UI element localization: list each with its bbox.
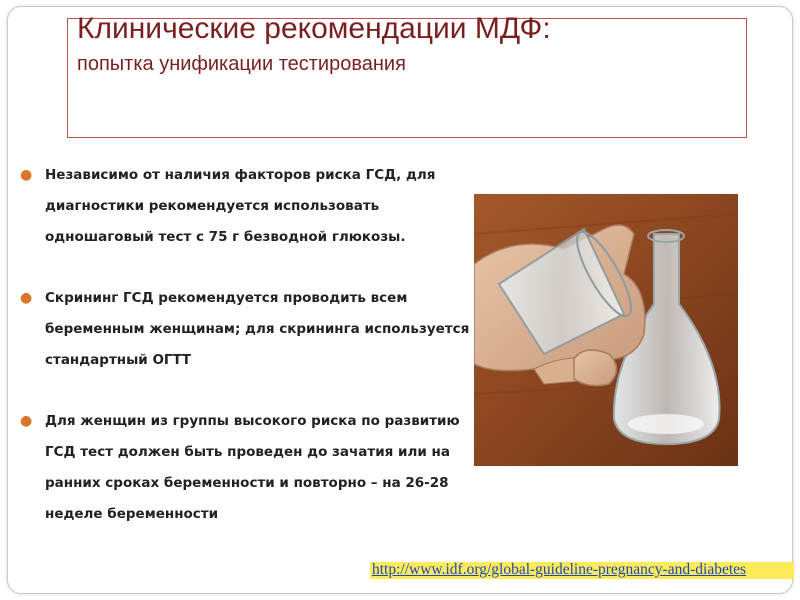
bullet-text-3: Для женщин из группы высокого риска по развитию ГСД тест должен быть проведен до зачатия или на ранних сроках беременности и повторно – на 26-28 неделе беременности bbox=[45, 413, 460, 522]
bullet-item-1 bbox=[20, 160, 470, 253]
bullet-list bbox=[20, 160, 470, 560]
glass-pouring-photo bbox=[474, 194, 738, 466]
bullet-marker-icon: ● bbox=[20, 167, 33, 183]
source-link[interactable]: http://www.idf.org/global-guideline-pregnancy-and-diabetes bbox=[370, 562, 794, 579]
bullet-marker-icon: ● bbox=[20, 413, 33, 429]
slide-subtitle: попытка унификации тестирования bbox=[77, 53, 406, 75]
slide-title: Клинические рекомендации МДФ: bbox=[77, 12, 551, 45]
bullet-text-2: Скрининг ГСД рекомендуется проводить всем беременным женщинам; для скрининга используется стандартный ОГТТ bbox=[45, 290, 470, 368]
bullet-text-1: Независимо от наличия факторов риска ГСД, для диагностики рекомендуется использовать одношаговый тест с 75 г безводной глюкозы. bbox=[45, 167, 436, 245]
bullet-item-2 bbox=[20, 283, 470, 376]
bullet-marker-icon: ● bbox=[20, 290, 33, 306]
bullet-item-3 bbox=[20, 406, 470, 530]
